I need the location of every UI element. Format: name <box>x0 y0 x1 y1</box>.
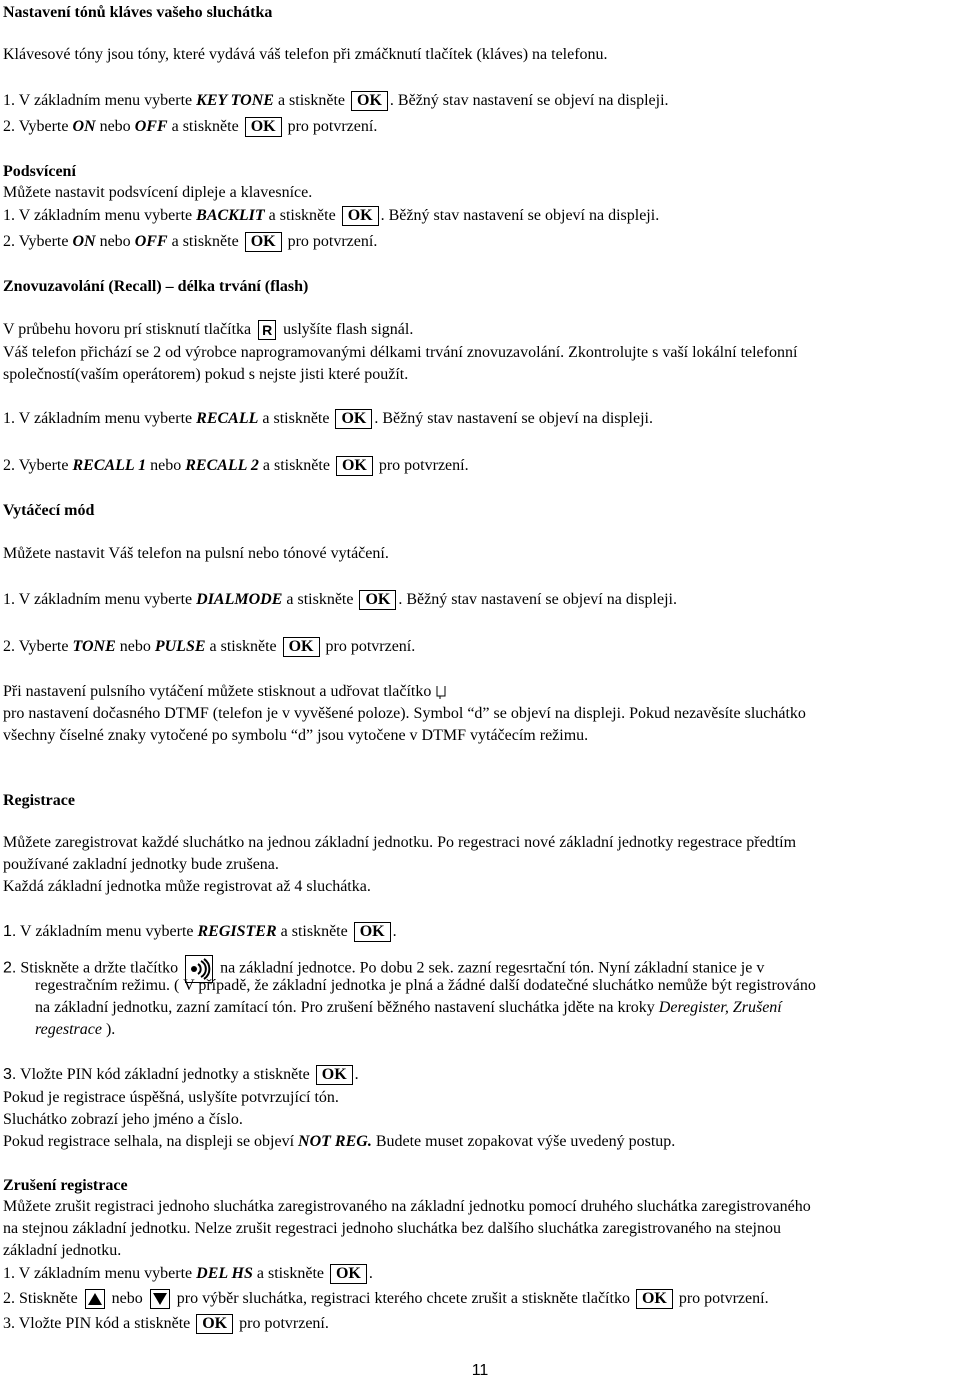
registration-para-4: Pokud je registrace úspěšná, uslyšíte potvrzující tón. <box>3 1089 339 1106</box>
ok-key-icon: OK <box>636 1289 673 1309</box>
up-arrow-icon <box>85 1289 105 1309</box>
deregistration-step-3: 3. Vložte PIN kód a stiskněte OK pro potvrzení. <box>3 1315 329 1333</box>
heading-key-tone: Nastavení tónů kláves vašeho sluchátka <box>3 4 273 21</box>
down-arrow-icon <box>150 1289 170 1309</box>
ok-key-icon: OK <box>330 1264 367 1284</box>
page-number: 11 <box>471 1362 489 1379</box>
ok-key-icon: OK <box>354 922 391 942</box>
recall-key-icon: R <box>258 320 276 340</box>
heading-registration: Registrace <box>3 792 75 809</box>
dial-mode-para-3: všechny číselné znaky vytočené po symbolu “d” jsou vytočene v DTMF vytáčecím režimu. <box>3 727 589 744</box>
recall-para-2a: Váš telefon přichází se 2 od výrobce naprogramovanými délkami trvání znovuzavolání. Zkontrolujte s vaší lokální telefonní <box>3 344 798 361</box>
heading-deregistration: Zrušení registrace <box>3 1177 128 1194</box>
key-tone-step-1: 1. V základním menu vyberte KEY TONE a stiskněte OK . Běžný stav nastavení se objeví na displeji. <box>3 92 669 110</box>
recall-para-1: V průbehu hovoru prí stisknutí tlačítka R uslyšíte flash signál. <box>3 321 414 339</box>
deregistration-step-1: 1. V základním menu vyberte DEL HS a stiskněte OK . <box>3 1265 373 1283</box>
ok-key-icon: OK <box>196 1314 233 1334</box>
registration-step-3: 3. Vložte PIN kód základní jednotky a stiskněte OK . <box>3 1066 359 1084</box>
registration-para-5: Sluchátko zobrazí jeho jméno a číslo. <box>3 1111 243 1128</box>
ok-key-icon: OK <box>342 206 379 226</box>
registration-para-3: Každá základní jednotka může registrovat až 4 sluchátka. <box>3 878 371 895</box>
dial-mode-step-1: 1. V základním menu vyberte DIALMODE a stiskněte OK . Běžný stav nastavení se objeví na displeji. <box>3 591 677 609</box>
registration-step-2: 2. Stiskněte a držte tlačítko na základní jednotce. Po dobu 2 sek. zazní regesrtační tón. Nyní základní stanice je v <box>3 955 764 983</box>
registration-para-6: Pokud registrace selhala, na displeji se objeví NOT REG. Budete muset zopakovat výše uvedený postup. <box>3 1133 676 1150</box>
key-tone-intro: Klávesové tóny jsou tóny, které vydává váš telefon při zmáčknutí tlačítek (kláves) na telefonu. <box>3 46 608 63</box>
ok-key-icon: OK <box>245 117 282 137</box>
ok-key-icon: OK <box>359 590 396 610</box>
registration-para-1: Můžete zaregistrovat každé sluchátko na jednou základní jednotku. Po regestraci nové základní jednotky regestrace předtím <box>3 834 797 851</box>
deregistration-para-2: na stejnou základní jednotku. Nelze zrušit regestraci jednoho sluchátka bez dalšího sluchátka zaregistrovaného na stejnou <box>3 1220 781 1237</box>
deregistration-para-1: Můžete zrušit registraci jednoho sluchátka zaregistrovaného na základní jednotku pomocí druhého sluchátka zaregistrovaného <box>3 1198 811 1215</box>
ok-key-icon: OK <box>335 409 372 429</box>
ok-key-icon: OK <box>351 91 388 111</box>
backlight-intro: Můžete nastavit podsvícení dipleje a klavesníce. <box>3 184 313 201</box>
registration-step-2-line-3: na základní jednotku, zazní zamítací tón. Pro zrušení běžného nastavení sluchátka jděte na kroky Deregister, Zrušení <box>35 999 782 1016</box>
dial-mode-para-2: pro nastavení dočasného DTMF (telefon je v vyvěšené poloze). Symbol “d” se objeví na displeji. Pokud nezavěsíte sluchátko <box>3 705 806 722</box>
dial-mode-intro: Můžete nastavit Váš telefon na pulsní nebo tónové vytáčení. <box>3 545 389 562</box>
recall-step-2: 2. Vyberte RECALL 1 nebo RECALL 2 a stiskněte OK pro potvrzení. <box>3 457 469 475</box>
ok-key-icon: OK <box>245 232 282 252</box>
registration-para-2: používané zakladní jednotky bude zrušena. <box>3 856 279 873</box>
ok-key-icon: OK <box>283 637 320 657</box>
deregistration-step-2: 2. Stiskněte nebo pro výběr sluchátka, registraci kterého chcete zrušit a stiskněte tlačítko OK pro potvrzení. <box>3 1290 769 1308</box>
ok-key-icon: OK <box>316 1065 353 1085</box>
dial-mode-step-2: 2. Vyberte TONE nebo PULSE a stiskněte OK pro potvrzení. <box>3 638 416 656</box>
registration-step-2-line-4: regestrace ). <box>35 1021 116 1038</box>
backlight-step-1: 1. V základním menu vyberte BACKLIT a stiskněte OK . Běžný stav nastavení se objeví na displeji. <box>3 207 660 225</box>
key-tone-step-2: 2. Vyberte ON nebo OFF a stiskněte OK pro potvrzení. <box>3 118 378 136</box>
dial-mode-para-1: Při nastavení pulsního vytáčení můžete stisknout a udřovat tlačítko <box>3 682 447 702</box>
heading-backlight: Podsvícení <box>3 163 76 180</box>
deregistration-para-3: základní jednotku. <box>3 1242 122 1259</box>
registration-step-1: 1. V základním menu vyberte REGISTER a stiskněte OK . <box>3 923 397 941</box>
recall-para-2b: společností(vaším operátorem) pokud s nejste jisti které použít. <box>3 366 409 383</box>
registration-step-2-line-2: regestračním režimu. ( V případě, že základní jednotka je plná a žádné další dodatečné sluchátko nemůže být registrováno <box>35 977 816 994</box>
heading-dial-mode: Vytáčecí mód <box>3 502 95 519</box>
recall-step-1: 1. V základním menu vyberte RECALL a stiskněte OK . Běžný stav nastavení se objeví na displeji. <box>3 410 653 428</box>
backlight-step-2: 2. Vyberte ON nebo OFF a stiskněte OK pro potvrzení. <box>3 233 378 251</box>
hash-key-icon <box>435 684 447 700</box>
heading-recall: Znovuzavolání (Recall) – délka trvání (flash) <box>3 278 309 295</box>
ok-key-icon: OK <box>336 456 373 476</box>
